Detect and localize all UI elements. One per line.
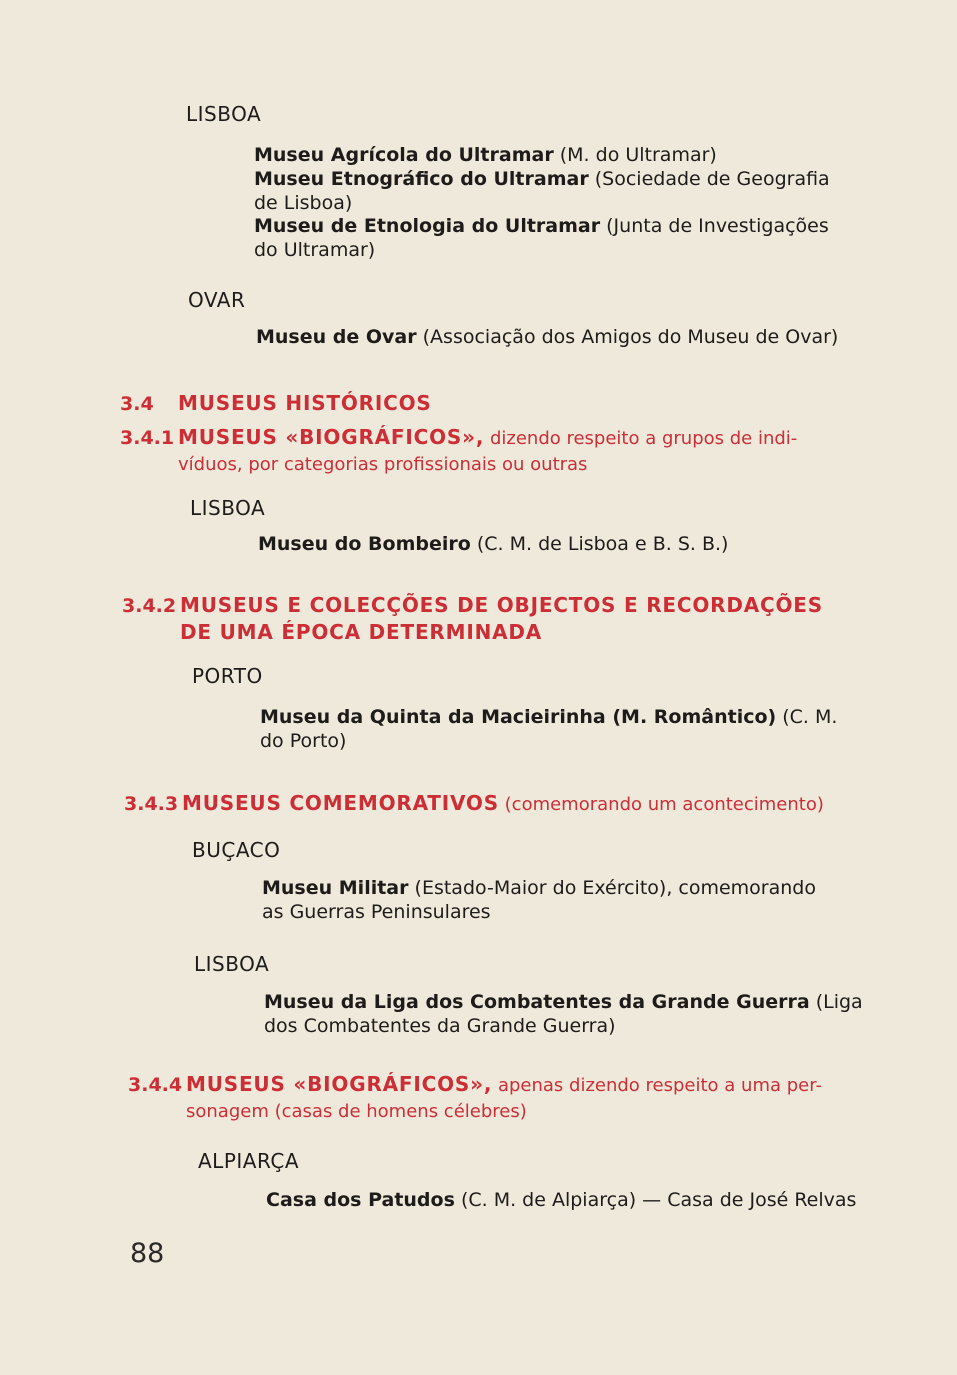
heading-number: 3.4 bbox=[120, 393, 154, 415]
heading-3-4-2 bbox=[122, 592, 912, 645]
entry-note: (C. M. de Alpiarça) — Casa de José Relvas bbox=[454, 1189, 857, 1211]
entry-note: (Estado-Maior do Exército), comemorando bbox=[408, 877, 816, 899]
entry-note: (C. M. bbox=[776, 706, 838, 728]
heading-number: 3.4.2 bbox=[122, 595, 177, 617]
heading-number: 3.4.1 bbox=[120, 427, 175, 449]
entry-name: Museu Etnográfico do Ultramar bbox=[254, 168, 589, 190]
city-alpiarca: ALPIARÇA bbox=[198, 1149, 300, 1173]
entry-museu-militar bbox=[262, 876, 902, 924]
entry-quinta-macieirinha bbox=[260, 705, 900, 753]
entry-cont: as Guerras Peninsulares bbox=[262, 901, 491, 923]
entry-museu-etnologia bbox=[254, 214, 894, 262]
heading-3-4 bbox=[120, 390, 432, 417]
city-bucaco: BUÇACO bbox=[192, 838, 281, 862]
city-lisboa: LISBOA bbox=[194, 952, 270, 976]
entry-note: (Associação dos Amigos do Museu de Ovar) bbox=[416, 326, 839, 348]
heading-number: 3.4.3 bbox=[124, 793, 179, 815]
entry-name: Museu da Quinta da Macieirinha (M. Romântico) bbox=[260, 706, 777, 728]
entry-note: (Sociedade de Geografia bbox=[588, 168, 830, 190]
heading-3-4-1 bbox=[120, 424, 900, 478]
heading-title: MUSEUS «BIOGRÁFICOS», bbox=[186, 1072, 493, 1096]
heading-cont: DE UMA ÉPOCA DETERMINADA bbox=[180, 620, 543, 644]
heading-sub: apenas dizendo respeito a uma per- bbox=[492, 1075, 822, 1096]
entry-museu-ovar bbox=[256, 325, 896, 349]
entry-name: Casa dos Patudos bbox=[266, 1189, 455, 1211]
city-ovar: OVAR bbox=[188, 288, 246, 312]
heading-sub: dizendo respeito a grupos de indi- bbox=[484, 428, 798, 449]
heading-cont: víduos, por categorias profissionais ou outras bbox=[178, 454, 588, 475]
entry-name: Museu Agrícola do Ultramar bbox=[254, 144, 554, 166]
heading-title: MUSEUS COMEMORATIVOS bbox=[182, 791, 499, 815]
city-porto: PORTO bbox=[192, 664, 263, 688]
page-number: 88 bbox=[130, 1238, 165, 1269]
heading-3-4-4 bbox=[128, 1071, 918, 1125]
entry-museu-agricola bbox=[254, 143, 894, 167]
heading-3-4-3 bbox=[124, 790, 914, 818]
heading-cont: sonagem (casas de homens célebres) bbox=[186, 1101, 527, 1122]
entry-name: Museu do Bombeiro bbox=[258, 533, 471, 555]
entry-name: Museu de Ovar bbox=[256, 326, 417, 348]
entry-name: Museu de Etnologia do Ultramar bbox=[254, 215, 601, 237]
city-lisboa: LISBOA bbox=[190, 496, 266, 520]
entry-cont: do Porto) bbox=[260, 730, 347, 752]
entry-name: Museu da Liga dos Combatentes da Grande Guerra bbox=[264, 991, 810, 1013]
entry-casa-patudos bbox=[266, 1188, 926, 1212]
entry-liga-combatentes bbox=[264, 990, 904, 1038]
city-lisboa: LISBOA bbox=[186, 102, 262, 126]
heading-title: MUSEUS HISTÓRICOS bbox=[178, 391, 432, 415]
entry-note: (M. do Ultramar) bbox=[553, 144, 717, 166]
entry-name: Museu Militar bbox=[262, 877, 409, 899]
entry-cont: de Lisboa) bbox=[254, 192, 353, 214]
entry-note: (Junta de Investigações bbox=[600, 215, 829, 237]
heading-title: MUSEUS E COLECÇÕES DE OBJECTOS E RECORDAÇÕES bbox=[180, 593, 823, 617]
entry-museu-etnografico bbox=[254, 167, 894, 215]
heading-sub: (comemorando um acontecimento) bbox=[498, 794, 824, 815]
heading-number: 3.4.4 bbox=[128, 1074, 183, 1096]
entry-cont: dos Combatentes da Grande Guerra) bbox=[264, 1015, 616, 1037]
heading-title: MUSEUS «BIOGRÁFICOS», bbox=[178, 425, 485, 449]
entry-note: (Liga bbox=[809, 991, 863, 1013]
entry-note: (C. M. de Lisboa e B. S. B.) bbox=[470, 533, 729, 555]
entry-cont: do Ultramar) bbox=[254, 239, 376, 261]
entry-museu-bombeiro bbox=[258, 532, 898, 556]
